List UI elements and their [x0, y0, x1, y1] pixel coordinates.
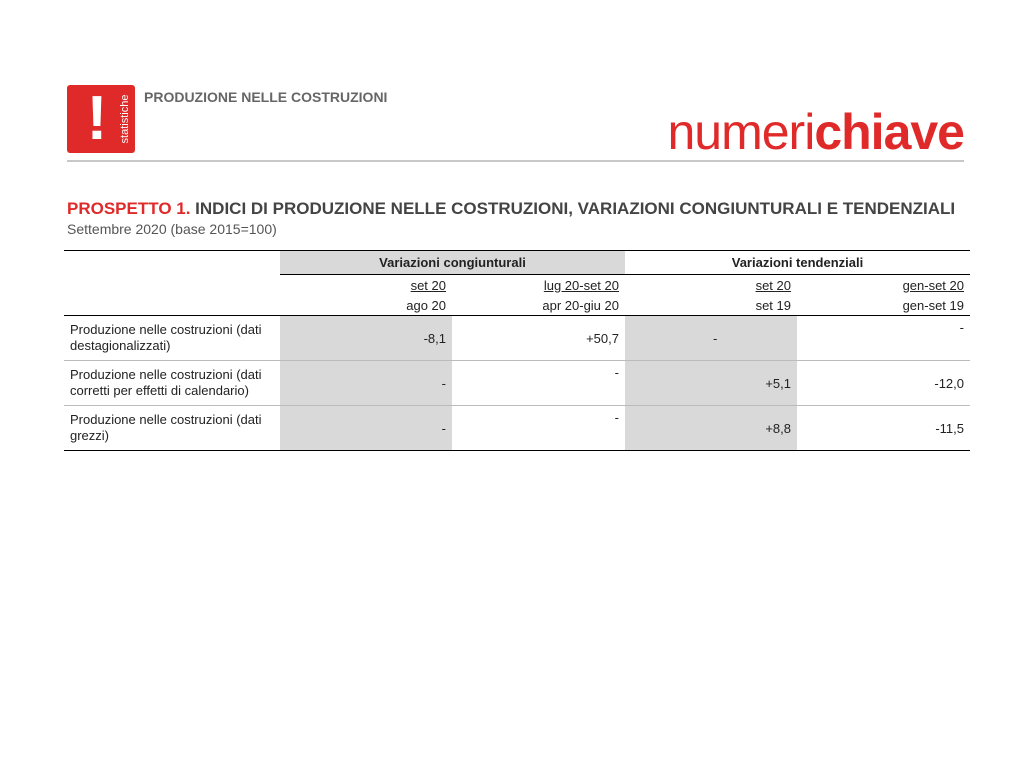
logo-vertical-wrap [67, 85, 135, 153]
cell-value: - [280, 361, 452, 406]
cell-value: - [280, 406, 452, 451]
group-header-row [64, 251, 970, 275]
istat-logo [67, 85, 135, 153]
col-2-top: lug 20-set 20 [543, 277, 619, 293]
col-1-bottom: ago 20 [280, 295, 452, 316]
corner-cell [64, 251, 280, 275]
col-4-bottom: gen-set 19 [797, 295, 970, 316]
row-label [64, 406, 280, 451]
col-header-top [280, 275, 452, 296]
col-4-top: gen-set 20 [902, 277, 964, 293]
cell-value: -12,0 [797, 361, 970, 406]
col-3-top: set 20 [755, 277, 791, 293]
col-3-bottom: set 19 [625, 295, 797, 316]
col-header-top [452, 275, 625, 296]
table-row [64, 361, 970, 406]
row-label [64, 361, 280, 406]
table-title [67, 199, 955, 219]
row-label [64, 316, 280, 361]
col-header-top [797, 275, 970, 296]
empty-cell [64, 275, 280, 296]
cell-value: - [452, 406, 625, 451]
cell-value: +50,7 [586, 330, 619, 346]
column-header-row-top [64, 275, 970, 296]
table-title-text: INDICI DI PRODUZIONE NELLE COSTRUZIONI, VARIAZIONI CONGIUNTURALI E TENDENZIALI [190, 199, 956, 218]
cell-value: -11,5 [797, 406, 970, 451]
brand-bold: chiave [814, 104, 964, 160]
cell-value: +5,1 [625, 361, 797, 406]
group-header-congiunturali: Variazioni congiunturali [280, 251, 625, 275]
cell-value: - [452, 361, 625, 406]
empty-cell [64, 295, 280, 316]
logo-exclamation-mark: ! [86, 85, 108, 153]
brand-wordmark [667, 104, 964, 160]
row-label-line1: Produzione nelle costruzioni (dati [70, 412, 262, 427]
table-row [64, 316, 970, 361]
table-row [64, 406, 970, 451]
section-title: PRODUZIONE NELLE COSTRUZIONI [144, 89, 388, 105]
group-header-tendenziali: Variazioni tendenziali [625, 251, 970, 275]
logo-vertical-text: statistiche [119, 94, 131, 144]
cell-value: - [959, 320, 964, 335]
col-2-bottom: apr 20-giu 20 [452, 295, 625, 316]
row-label-line2: grezzi) [70, 428, 110, 443]
col-1-top: set 20 [410, 277, 446, 293]
column-header-row-bottom [64, 295, 970, 316]
table-subtitle: Settembre 2020 (base 2015=100) [67, 221, 277, 237]
row-label-line2: corretti per effetti di calendario) [70, 383, 249, 398]
row-label-line2: destagionalizzati) [70, 338, 171, 353]
table-title-label: PROSPETTO 1. [67, 199, 191, 218]
cell-value: -8,1 [280, 316, 452, 361]
cell-value: - [625, 316, 797, 361]
header-divider [67, 160, 964, 162]
col-header-top [625, 275, 797, 296]
row-label-line1: Produzione nelle costruzioni (dati [70, 322, 262, 337]
brand-light: numeri [667, 104, 815, 160]
cell-value: +8,8 [625, 406, 797, 451]
data-table [64, 250, 970, 451]
row-label-line1: Produzione nelle costruzioni (dati [70, 367, 262, 382]
